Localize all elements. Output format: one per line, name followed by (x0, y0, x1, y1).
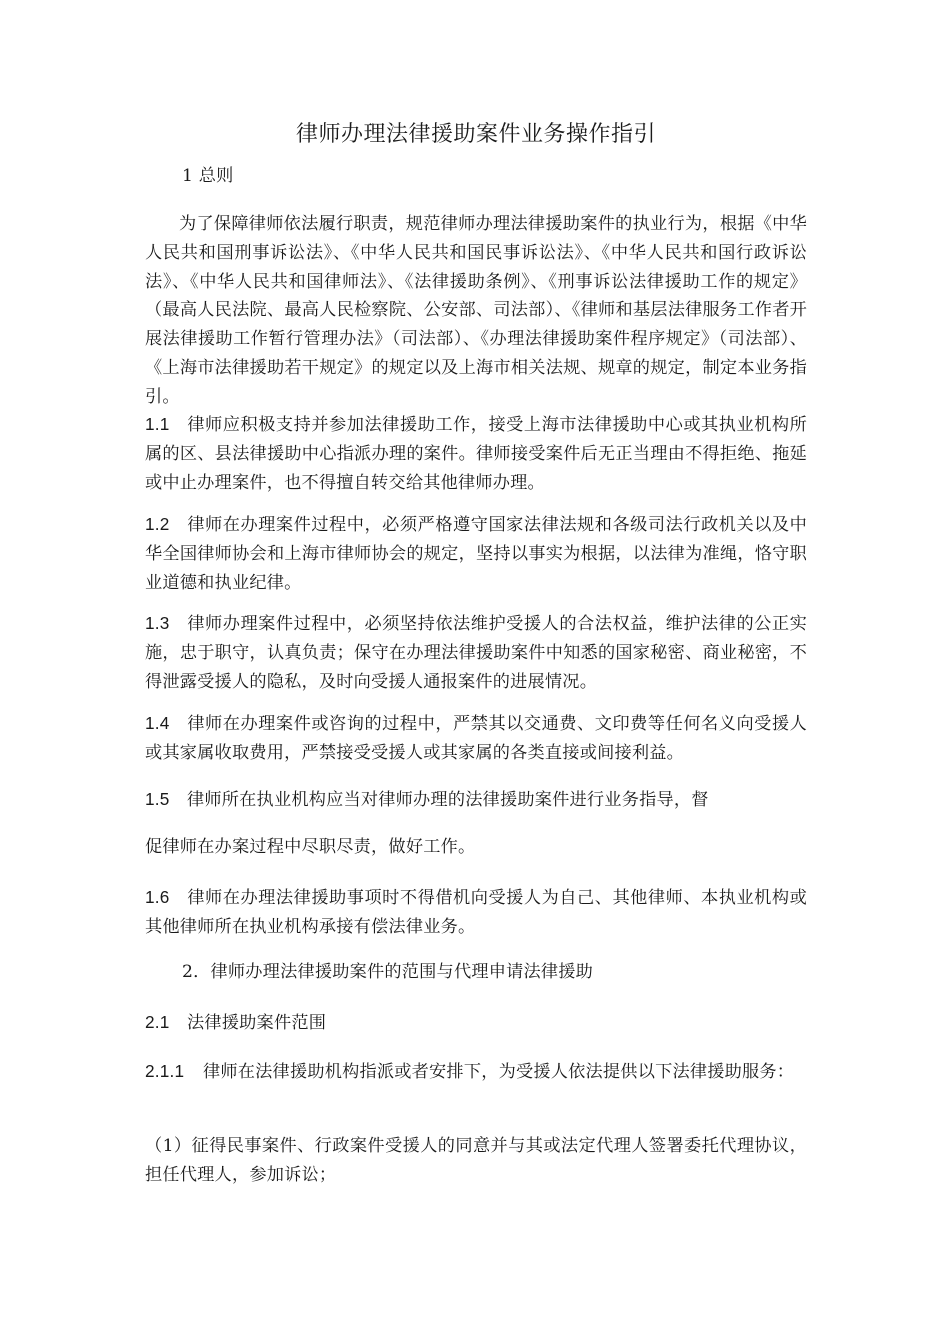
clause-number: 2.1.1 (145, 1061, 185, 1081)
clause-1-5-continuation: 促律师在办案过程中尽职尽责，做好工作。 (145, 837, 476, 857)
clause-2-1 (145, 1008, 807, 1038)
section-heading-chapter2: 2．律师办理法律援助案件的范围与代理申请法律援助 (182, 962, 594, 982)
clause-1-3 (145, 609, 807, 696)
clause-number: 1.6 (145, 887, 170, 907)
clause-number: 1.5 (145, 789, 170, 809)
clause-text: 律师所在执业机构应当对律师办理的法律援助案件进行业务指导，督 (187, 790, 709, 810)
clause-number: 2.1 (145, 1012, 170, 1032)
document-title: 律师办理法律援助案件业务操作指引 (295, 122, 656, 147)
clause-1-6 (145, 883, 807, 942)
clause-1-5 (145, 785, 807, 815)
clause-number: 1.2 (145, 514, 170, 534)
clause-number: 1.3 (145, 613, 170, 633)
clause-1-2 (145, 510, 807, 597)
clause-text: 法律援助案件范围 (187, 1013, 327, 1033)
list-item-1: （1）征得民事案件、行政案件受援人的同意并与其或法定代理人签署委托代理协议，担任代理人，参加诉讼； (145, 1136, 807, 1185)
clause-text: 律师在办理案件或咨询的过程中，严禁其以交通费、文印费等任何名义向受援人或其家属收取费用，严禁接受受援人或其家属的各类直接或间接利益。 (145, 714, 807, 763)
section-heading-general: 1 总则 (182, 166, 234, 186)
clause-1-4 (145, 709, 807, 768)
clause-text: 律师在法律援助机构指派或者安排下，为受援人依法提供以下法律援助服务： (203, 1062, 795, 1082)
clause-2-1-1 (145, 1057, 807, 1087)
clause-number: 1.4 (145, 713, 170, 733)
clause-text: 律师在办理案件过程中，必须严格遵守国家法律法规和各级司法行政机关以及中华全国律师协会和上海市律师协会的规定，坚持以事实为根据，以法律为准绳，恪守职业道德和执业纪律。 (145, 515, 807, 593)
clause-text: 律师办理案件过程中，必须坚持依法维护受援人的合法权益，维护法律的公正实施，忠于职守，认真负责；保守在办理法律援助案件中知悉的国家秘密、商业秘密，不得泄露受援人的隐私，及时向受援人通报案件的进展情况。 (145, 614, 807, 692)
clause-text: 律师在办理法律援助事项时不得借机向受援人为自己、其他律师、本执业机构或其他律师所在执业机构承接有偿法律业务。 (145, 888, 807, 937)
intro-paragraph: 为了保障律师依法履行职责，规范律师办理法律援助案件的执业行为，根据《中华人民共和国刑事诉讼法》、《中华人民共和国民事诉讼法》、《中华人民共和国行政诉讼法》、《中华人民共和国律师法》、《法律援助条例》、《刑事诉讼法律援助工作的规定》（最高人民法院、最高人民检察院、公安部、司法部）、《律师和基层法律服务工作者开展法律援助工作暂行管理办法》（司法部）、《办理法律援助案件程序规定》（司法部）、《上海市法律援助若干规定》的规定以及上海市相关法规、规章的规定，制定本业务指引。 (145, 214, 807, 407)
clause-number: 1.1 (145, 414, 170, 434)
clause-1-1 (145, 410, 807, 497)
clause-text: 律师应积极支持并参加法律援助工作，接受上海市法律援助中心或其执业机构所属的区、县法律援助中心指派办理的案件。律师接受案件后无正当理由不得拒绝、拖延或中止办理案件，也不得擅自转交给其他律师办理。 (145, 415, 807, 493)
